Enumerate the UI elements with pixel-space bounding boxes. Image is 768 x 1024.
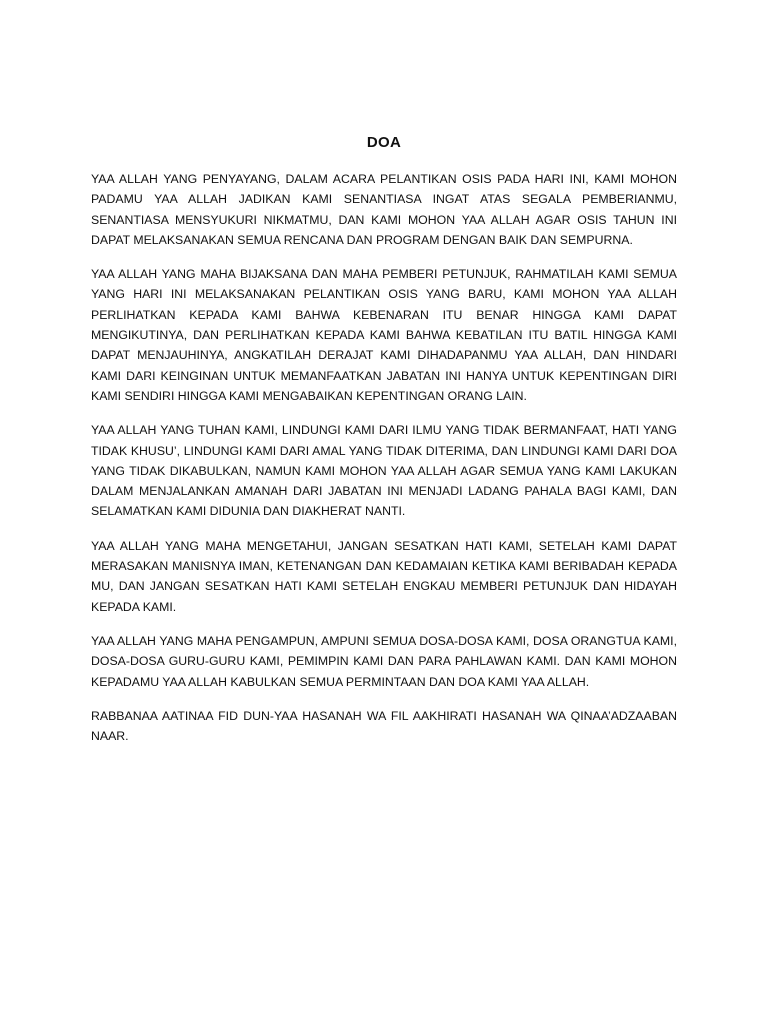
paragraph-5: YAA ALLAH YANG MAHA PENGAMPUN, AMPUNI SEMUA DOSA-DOSA KAMI, DOSA ORANGTUA KAMI, DOSA-DOSA GURU-GURU KAMI, PEMIMPIN KAMI DAN PARA PAHLAWAN KAMI. DAN KAMI MOHON KEPADAMU YAA ALLAH KABULKAN SEMUA PERMINTAAN DAN DOA KAMI YAA ALLAH. bbox=[91, 633, 677, 689]
document-title: DOA bbox=[366, 134, 402, 151]
paragraph-4: YAA ALLAH YANG MAHA MENGETAHUI, JANGAN SESATKAN HATI KAMI, SETELAH KAMI DAPAT MERASAKAN MANISNYA IMAN, KETENANGAN DAN KEDAMAIAN KETIKA KAMI BERIBADAH KEPADA MU, DAN JANGAN SESATKAN HATI KAMI SETELAH ENGKAU MEMBERI PETUNJUK DAN HIDAYAH KEPADA KAMI. bbox=[91, 538, 677, 614]
paragraph-1: YAA ALLAH YANG PENYAYANG, DALAM ACARA PELANTIKAN OSIS PADA HARI INI, KAMI MOHON PADAMU YAA ALLAH JADIKAN KAMI SENANTIASA INGAT ATAS SEGALA PEMBERIANMU, SENANTIASA MENSYUKURI NIKMATMU, DAN KAMI MOHON YAA ALLAH AGAR OSIS TAHUN INI DAPAT MELAKSANAKAN SEMUA RENCANA DAN PROGRAM DENGAN BAIK DAN SEMPURNA. bbox=[91, 172, 677, 247]
paragraph-3: YAA ALLAH YANG TUHAN KAMI, LINDUNGI KAMI DARI ILMU YANG TIDAK BERMANFAAT, HATI YANG TIDAK KHUSU’, LINDUNGI KAMI DARI AMAL YANG TIDAK DITERIMA, DAN LINDUNGI KAMI DARI DOA YANG TIDAK DIKABULKAN, NAMUN KAMI MOHON YAA ALLAH AGAR SEMUA YANG KAMI LAKUKAN DALAM MENJALANKAN AMANAH DARI JABATAN INI MENJADI LADANG PAHALA BAGI KAMI, DAN SELAMATKAN KAMI DIDUNIA DAN DIAKHERAT NANTI. bbox=[91, 423, 677, 519]
document-body bbox=[91, 169, 677, 760]
paragraph-6: RABBANAA AATINAA FID DUN-YAA HASANAH WA FIL AAKHIRATI HASANAH WA QINAA’ADZAABAN NAAR. bbox=[91, 708, 677, 744]
paragraph-2: YAA ALLAH YANG MAHA BIJAKSANA DAN MAHA PEMBERI PETUNJUK, RAHMATILAH KAMI SEMUA YANG HARI INI MELAKSANAKAN PELANTIKAN OSIS YANG BARU, KAMI MOHON YAA ALLAH PERLIHATKAN KEPADA KAMI BAHWA KEBENARAN ITU BENAR HINGGA KAMI DAPAT MENGIKUTINYA, DAN PERLIHATKAN KEPADA KAMI BAHWA KEBATILAN ITU BATIL HINGGA KAMI DAPAT MENJAUHINYA, ANGKATILAH DERAJAT KAMI DIHADAPANMU YAA ALLAH, DAN HINDARI KAMI DARI KEINGINAN UNTUK MEMANFAATKAN JABATAN INI HANYA UNTUK KEPENTINGAN DIRI KAMI SENDIRI HINGGA KAMI MENGABAIKAN KEPENTINGAN ORANG LAIN. bbox=[91, 267, 677, 403]
